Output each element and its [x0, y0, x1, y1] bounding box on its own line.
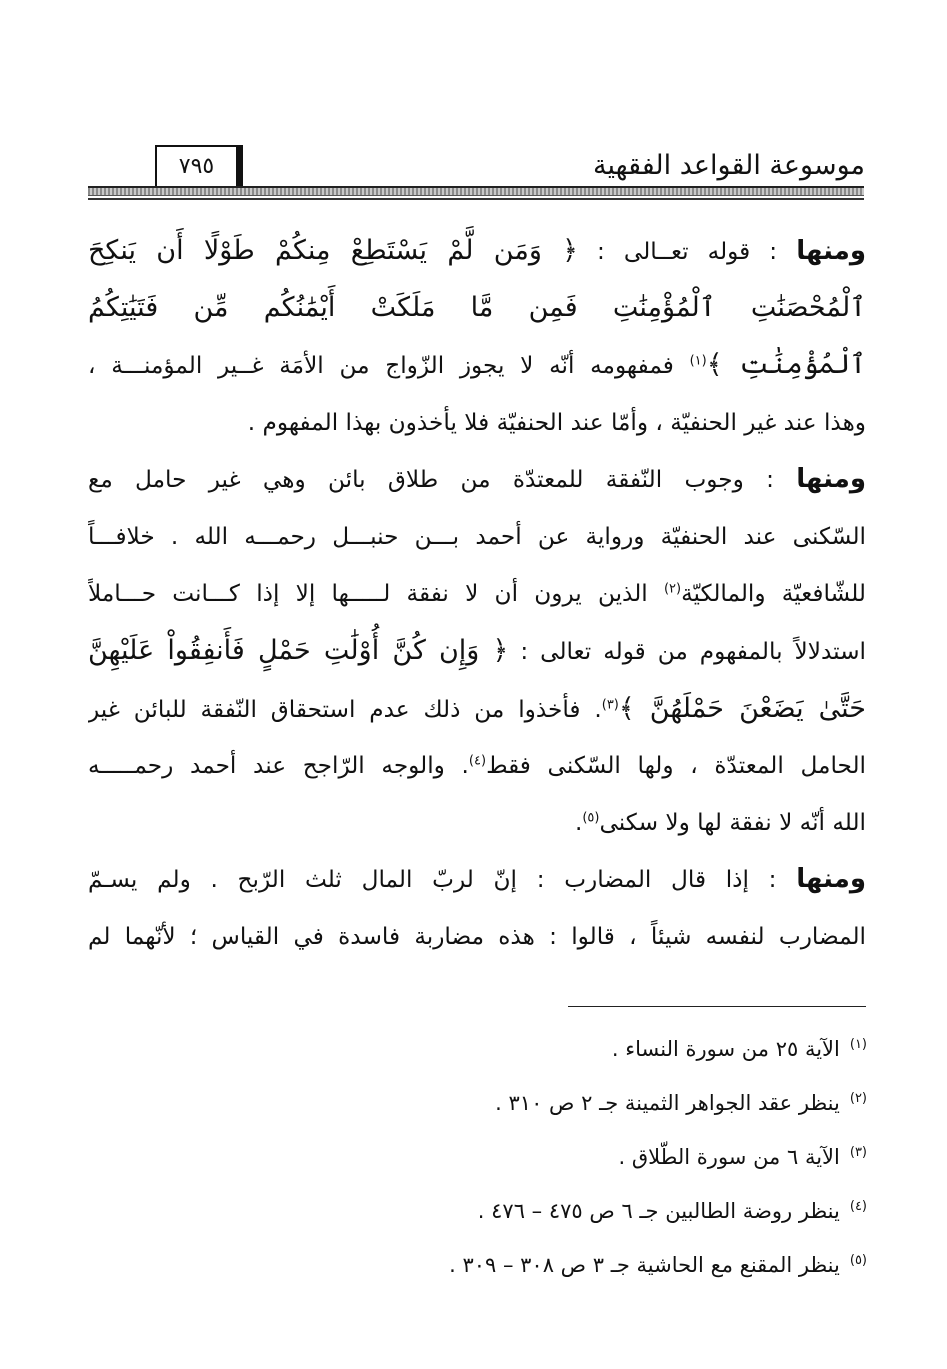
body-text-run: استدلالاً بالمفهوم من قوله تعالى : — [508, 638, 866, 666]
footnote-item — [307, 1020, 867, 1074]
body-text-run: وهذا عند غير الحنفيّة ، وأمّا عند الحنفيّة فلا يأخذون بهذا المفهوم . — [247, 408, 866, 436]
body-line — [88, 680, 866, 737]
section-keyword: ومنها — [796, 864, 866, 895]
quran-verse: ﴿ وَإِن كُنَّ أُوْلَٰتِ حَمْلٍ فَأَنفِقُواْ عَلَيْهِنَّ — [88, 635, 509, 667]
footnote-item — [307, 1074, 867, 1128]
footnote-text: ينظر المقنع مع الحاشية جـ ٣ ص ٣٠٨ – ٣٠٩ . — [449, 1253, 840, 1277]
body-line — [88, 279, 866, 336]
header-rule-underline — [88, 198, 864, 200]
footnote-item — [307, 1128, 867, 1182]
body-text-run: للشّافعيّة والمالكيّة — [681, 580, 866, 608]
body-text-run: الذين يرون أن لا نفقة لـــــها إلا إذا كـــانت حـــاملاً — [88, 580, 664, 608]
body-text — [88, 222, 866, 965]
footnote-mark: (٥) — [849, 1253, 867, 1268]
body-text-run: : وجوب النّفقة للمعتدّة من طلاق بائن وهي غير حامل مع — [88, 465, 797, 493]
footnote-ref: (٥) — [582, 810, 600, 826]
body-line — [88, 737, 866, 794]
footnote-text: الآية ٢٥ من سورة النساء . — [611, 1037, 840, 1061]
quran-verse: ﴿ وَمَن لَّمْ يَسْتَطِعْ مِنكُمْ طَوْلًا أَن يَنكِحَ — [88, 235, 578, 266]
body-text-run: . فأخذوا من ذلك عدم استحقاق النّفقة للبائن غير — [88, 695, 602, 723]
body-line — [88, 451, 866, 508]
body-text-run: : قوله تعــالى : — [577, 238, 797, 265]
body-line — [88, 394, 866, 451]
footnote-ref: (٣) — [601, 696, 619, 712]
body-line — [88, 794, 866, 851]
body-line — [88, 622, 866, 679]
body-text-run: فمفهومه أنّه لا يجوز الزّواج من الأمَة غــير المؤمنـــة ، — [88, 352, 690, 380]
body-text-run: الحامل المعتدّة ، ولها السّكنى فقط — [486, 751, 866, 779]
footnote-item — [307, 1182, 867, 1236]
body-text-run: الله أنّه لا نفقة لها ولا سكنى — [599, 808, 866, 836]
footnotes — [307, 1020, 867, 1290]
footnote-mark: (١) — [849, 1037, 867, 1052]
page-number: ٧٩٥ — [155, 145, 243, 187]
section-keyword: ومنها — [796, 236, 866, 266]
body-line — [88, 565, 866, 622]
header-rule — [88, 186, 864, 196]
body-line — [88, 851, 866, 908]
body-line — [88, 908, 866, 965]
footnote-ref: (٢) — [663, 581, 682, 597]
footnote-text: الآية ٦ من سورة الطّلاق . — [618, 1145, 840, 1169]
body-line — [88, 222, 866, 279]
quran-verse: ٱلْمُؤْمِنَٰتِ ﴾ — [706, 349, 866, 381]
footnote-mark: (٤) — [849, 1199, 867, 1214]
footnote-mark: (٢) — [849, 1091, 867, 1106]
section-keyword: ومنها — [796, 463, 866, 494]
body-line — [88, 508, 866, 565]
quran-verse: حَتَّىٰ يَضَعْنَ حَمْلَهُنَّ ﴾ — [618, 692, 866, 724]
quran-verse: ٱلْمُحْصَنَٰتِ ٱلْمُؤْمِنَٰتِ فَمِن مَّا مَلَكَتْ أَيْمَٰنُكُم مِّن فَتَيَٰتِكُمُ — [88, 292, 866, 324]
body-text-run: . والوجه الرّاجح عند أحمد رحمـــــه — [88, 751, 469, 779]
footnote-text: ينظر عقد الجواهر الثمينة جـ ٢ ص ٣١٠ . — [495, 1091, 840, 1115]
footnote-ref: (٤) — [468, 752, 487, 768]
footnote-ref: (١) — [689, 353, 707, 369]
footnote-item — [307, 1236, 867, 1290]
body-text-run: . — [574, 808, 583, 836]
footnote-text: ينظر روضة الطالبين جـ ٦ ص ٤٧٥ – ٤٧٦ . — [477, 1199, 840, 1223]
footnote-mark: (٣) — [849, 1145, 867, 1160]
body-line — [88, 336, 866, 393]
running-header-title: موسوعة القواعد الفقهية — [593, 150, 865, 181]
body-text-run: المضارب لنفسه شيئاً ، قالوا : هذه مضاربة فاسدة في القياس ؛ لأنّهما لم — [88, 923, 866, 951]
footnote-separator — [568, 1006, 866, 1007]
body-text-run: : إذا قال المضارب : إنّ لربّ المال ثلث الرّبح . ولم يسـمّ — [88, 866, 797, 894]
body-text-run: السّكنى عند الحنفيّة ورواية عن أحمد بـــن حنبـــل رحمـــه الله . خلافـــاً — [88, 522, 866, 550]
